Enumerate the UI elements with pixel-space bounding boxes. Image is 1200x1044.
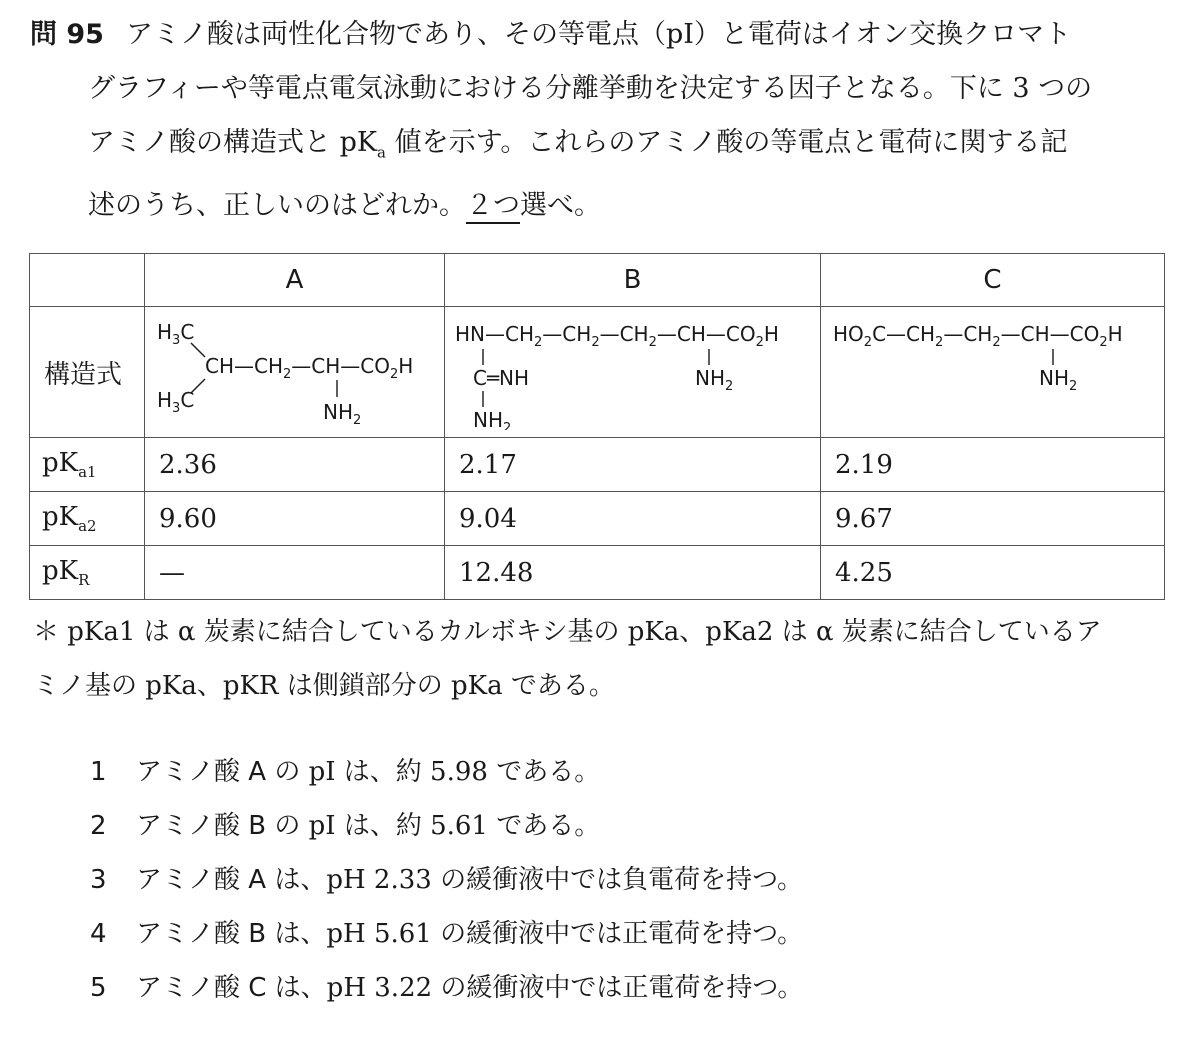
structure-b [445, 307, 821, 438]
structure-label: 構造式 [30, 307, 145, 438]
c-nh2: $NH_2$ [1039, 366, 1078, 394]
header-b: B [445, 254, 821, 307]
option-5[interactable]: 5 アミノ酸 C は、pH 3.22 の緩衝液中では正電荷を持つ。 [90, 973, 804, 1003]
a-nh2: $NH_2$ [323, 400, 362, 428]
pkr-row [30, 546, 1165, 600]
b-nh2-alpha: $NH_2$ [695, 366, 734, 394]
structure-b-svg [445, 307, 819, 430]
question-line-1: 問 95 アミノ酸は両性化合物であり、その等電点（pI）と電荷はイオン交換クロマト [30, 19, 1072, 50]
structure-row [30, 307, 1165, 438]
structure-c-svg [821, 307, 1163, 430]
pka2-row [30, 492, 1165, 546]
header-empty [30, 254, 145, 307]
pkr-label: $pK_R$ [30, 546, 145, 600]
footnote-line-2: ミノ基の pKa、pKR は側鎖部分の pKa である。 [33, 671, 615, 701]
table-header-row [30, 254, 1165, 307]
answer-options [90, 745, 803, 1015]
pkr-a: — [145, 546, 445, 600]
structure-c [821, 307, 1165, 438]
pka2-a: 9.60 [145, 492, 445, 546]
question-line-3: アミノ酸の構造式と $pK_a$ 値を示す。これらのアミノ酸の等電点と電荷に関する記 [88, 127, 1068, 162]
question-line-4: 述のうち、正しいのはどれか。２つ選べ。 [30, 179, 1180, 233]
option-3[interactable]: 3 アミノ酸 A は、pH 2.33 の緩衝液中では負電荷を持つ。 [90, 865, 804, 895]
option-2[interactable]: 2 アミノ酸 B の pI は、約 5.61 である。 [90, 811, 601, 841]
b-nh2-side: $NH_2$ [473, 408, 512, 430]
emphasis-two: ２つ [466, 190, 520, 224]
pka1-a: 2.36 [145, 438, 445, 492]
amino-acid-table [29, 253, 1165, 600]
pka1-c: 2.19 [821, 438, 1165, 492]
structure-a-svg [145, 307, 443, 430]
option-1[interactable]: 1 アミノ酸 A の pI は、約 5.98 である。 [90, 757, 601, 787]
pka1-row [30, 438, 1165, 492]
question-stem [30, 8, 1180, 233]
c-chain: $HO_2C—CH_2—CH_2—CH—CO_2H$ [833, 322, 1123, 350]
pka1-label: $pK_{a1}$ [30, 438, 145, 492]
question-line-2: グラフィーや等電点電気泳動における分離挙動を決定する因子となる。下に 3 つの [88, 73, 1093, 104]
footnote-line-1: ＊ pKa1 は α 炭素に結合しているカルボキシ基の pKa、pKa2 は α 炭素に結合しているア [33, 617, 1102, 647]
pka1-b: 2.17 [445, 438, 821, 492]
option-4[interactable]: 4 アミノ酸 B は、pH 5.61 の緩衝液中では正電荷を持つ。 [90, 919, 804, 949]
pka2-c: 9.67 [821, 492, 1165, 546]
b-chain: $HN—CH_2—CH_2—CH_2—CH—CO_2H$ [455, 322, 779, 350]
a-h3c-bottom: $H_3C$ [157, 388, 195, 416]
a-chain: $CH—CH_2—CH—CO_2H$ [205, 354, 414, 382]
b-cnh: C═NH [473, 366, 530, 390]
pka2-label: $pK_{a2}$ [30, 492, 145, 546]
pka2-b: 9.04 [445, 492, 821, 546]
structure-a [145, 307, 445, 438]
pkr-b: 12.48 [445, 546, 821, 600]
header-c: C [821, 254, 1165, 307]
a-h3c-top: $H_3C$ [157, 320, 195, 348]
pkr-c: 4.25 [821, 546, 1165, 600]
question-number: 問 95 [30, 19, 104, 50]
header-a: A [145, 254, 445, 307]
footnote [33, 605, 1173, 713]
